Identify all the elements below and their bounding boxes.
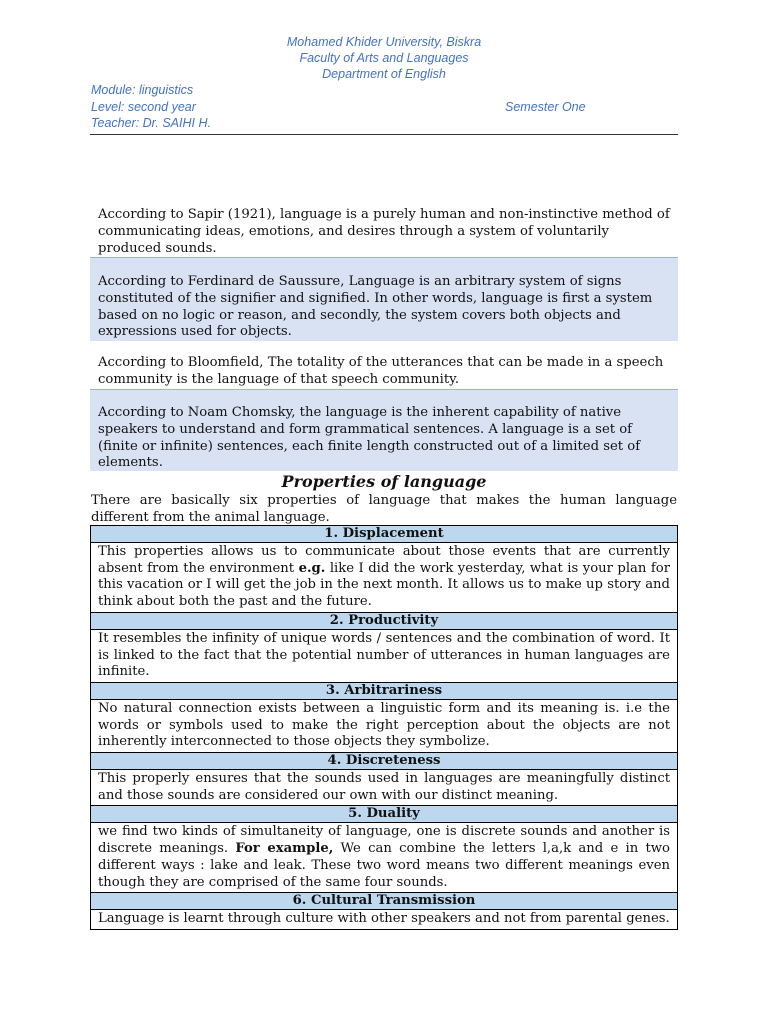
department-name: Department of English xyxy=(322,67,446,81)
definition-sapir xyxy=(90,207,678,257)
property-text: like I did the work yesterday, what is your plan for this vacation or I will get the job in the next month. It allows us to make up story and think about both the past and the future. xyxy=(98,560,670,610)
property-description xyxy=(91,770,678,806)
property-heading: 6. Cultural Transmission xyxy=(91,893,678,910)
teacher-label: Teacher: Dr. SAIHI H. xyxy=(91,116,211,130)
property-heading-row xyxy=(91,893,678,910)
definition-saussure xyxy=(90,257,678,341)
university-name: Mohamed Khider University, Biskra xyxy=(286,35,482,49)
section-title: Properties of language xyxy=(281,472,487,491)
property-heading-row xyxy=(91,753,678,770)
property-heading: 3. Arbitrariness xyxy=(91,682,678,699)
property-description xyxy=(91,699,678,752)
property-description xyxy=(91,543,678,613)
property-text: This properly ensures that the sounds used in languages are meaningfully distinct and those sounds are considered our own with our distinct meaning. xyxy=(98,771,670,803)
definition-text: According to Ferdinard de Saussure, Language is an arbitrary system of signs constituted of the signifier and signified. In other words, language is first a system based on no logic or reason, and secondly, the system covers both objects and expressions used for objects. xyxy=(98,274,653,340)
module-label: Module: linguistics xyxy=(91,83,194,97)
property-text: It resembles the infinity of unique words / sentences and the combination of word. It is linked to the fact that the potential number of utterances in human languages are infinite. xyxy=(98,630,670,680)
property-body-row xyxy=(91,543,678,613)
definition-text: According to Noam Chomsky, the language is the inherent capability of native speakers to understand and form grammatical sentences. A language is a set of (finite or infinite) sentences, each finite length constructed out of a limited set of elements. xyxy=(98,405,641,471)
property-heading: 1. Displacement xyxy=(91,526,678,543)
property-text: we find two kinds of simultaneity of language, one is discrete sounds and another is discrete meanings. xyxy=(98,824,670,857)
definition-chomsky xyxy=(90,389,678,471)
header-divider xyxy=(90,134,678,135)
property-heading-row xyxy=(91,682,678,699)
property-heading-row xyxy=(91,526,678,543)
semester-label: Semester One xyxy=(505,100,586,114)
property-body-row xyxy=(91,629,678,682)
faculty-name: Faculty of Arts and Languages xyxy=(299,51,469,65)
level-label: Level: second year xyxy=(91,100,196,114)
property-body-row xyxy=(91,699,678,752)
property-description xyxy=(91,629,678,682)
property-heading-row xyxy=(91,806,678,823)
definition-text: According to Sapir (1921), language is a purely human and non-instinctive method of communicating ideas, emotions, and desires through a system of voluntarily produced sounds. xyxy=(98,207,670,256)
property-description xyxy=(91,910,678,930)
property-body-row xyxy=(91,770,678,806)
property-emphasis: For example, xyxy=(235,841,334,857)
definition-text: According to Bloomfield, The totality of the utterances that can be made in a speech community is the language of that speech community. xyxy=(98,355,664,387)
property-text: This properties allows us to communicate about those events that are currently absent from the environment xyxy=(98,544,670,576)
properties-table xyxy=(90,525,678,930)
property-body-row xyxy=(91,910,678,930)
property-heading: 4. Discreteness xyxy=(91,753,678,770)
property-heading: 5. Duality xyxy=(91,806,678,823)
property-text: Language is learnt through culture with other speakers and not from parental genes. xyxy=(98,911,670,927)
property-heading-row xyxy=(91,612,678,629)
property-emphasis: e.g. xyxy=(298,560,326,576)
property-body-row xyxy=(91,823,678,893)
property-text: We can combine the letters l,a,k and e in two different ways : lake and leak. These two word means two different meanings even though they are comprised of the same four sounds. xyxy=(98,841,670,890)
property-heading: 2. Productivity xyxy=(91,612,678,629)
definition-bloomfield xyxy=(90,341,678,389)
section-intro: There are basically six properties of language that makes the human language different from the animal language. xyxy=(91,493,677,525)
property-description xyxy=(91,823,678,893)
property-text: No natural connection exists between a linguistic form and its meaning is. i.e the words or symbols used to make the right perception about the objects are not inherently interconnected to those objects they symbolize. xyxy=(98,700,670,750)
